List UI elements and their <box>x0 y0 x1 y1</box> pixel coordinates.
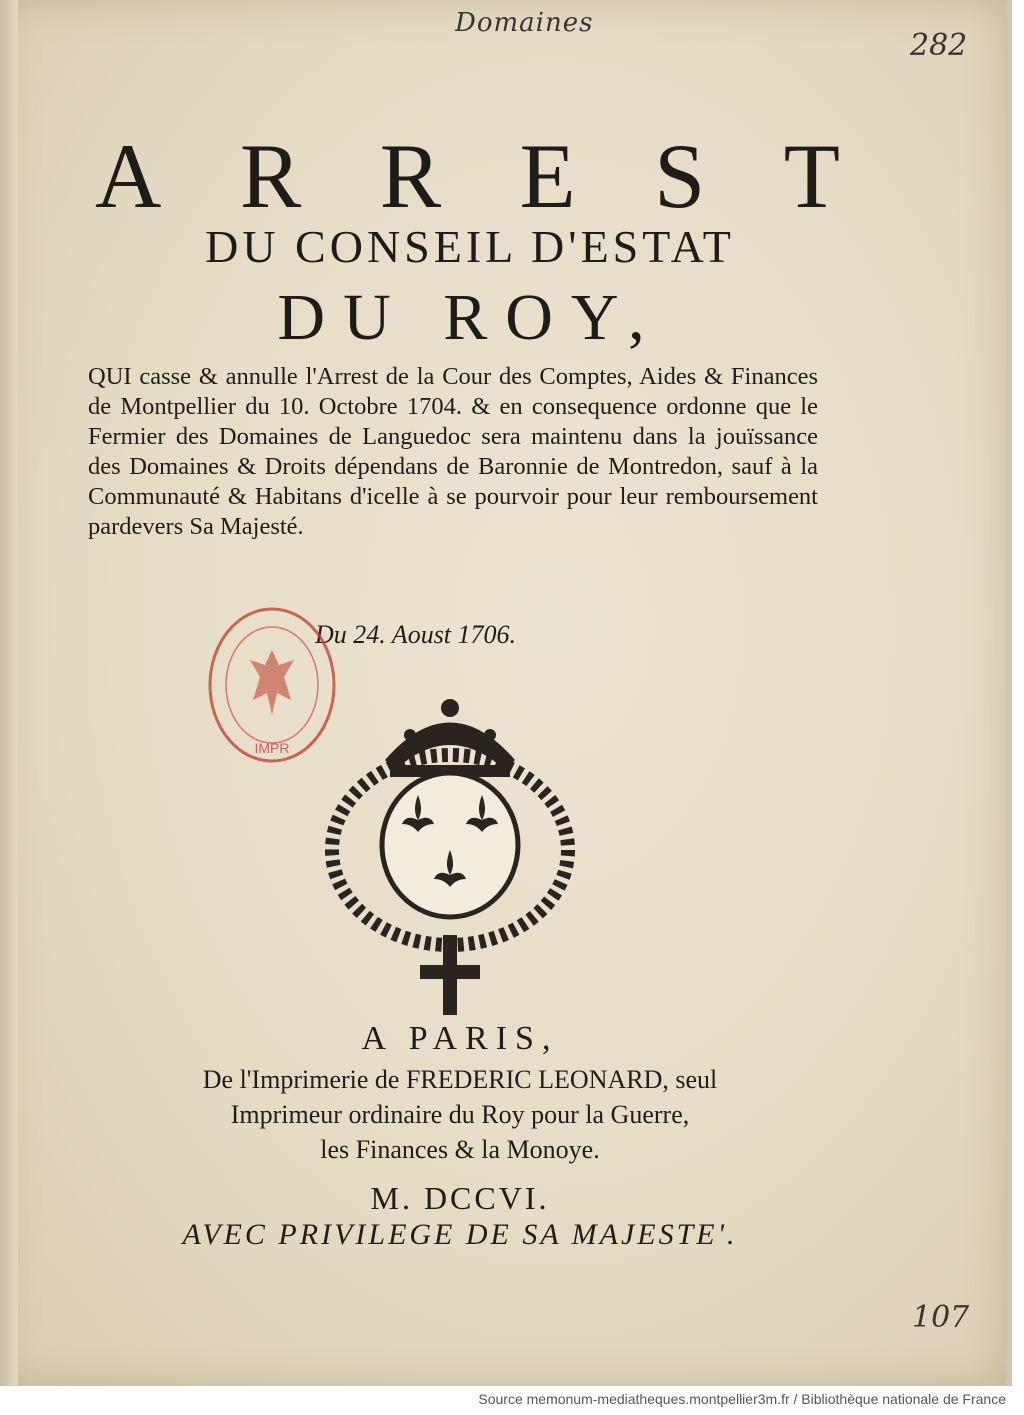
title-subtitle: DU CONSEIL D'ESTAT <box>205 221 735 272</box>
title-letter: S <box>654 125 706 227</box>
handwritten-number: 107 <box>912 1300 970 1335</box>
publication-year: M. DCCVI. <box>370 1180 550 1216</box>
royal-coat-of-arms <box>315 690 585 1025</box>
source-credit: Source memonum-mediatheques.montpellier3m.fr / Bibliothèque nationale de France <box>478 1391 1006 1407</box>
title-roy: DU ROY, <box>277 281 663 354</box>
imprint-line: les Finances & la Monoye. <box>320 1135 600 1164</box>
title-letter: E <box>519 125 576 227</box>
title-letter: T <box>783 125 840 227</box>
title-letter: A <box>95 125 162 227</box>
decree-summary: QUI casse & annulle l'Arrest de la Cour des Comptes, Aides & Finances de Montpellier du 10. Octobre 1704. & en consequence ordonne que le Fermier des Domaines de Languedoc sera maintenu dans la jouïssance des Domaines & Droits dépendans de Baronnie de Montredon, sauf à la Communauté & Habitans d'icelle à se pourvoir pour leur remboursement pardevers Sa Majesté. <box>88 363 818 540</box>
title-arrest <box>95 125 840 227</box>
folio-number: 282 <box>910 28 968 63</box>
imprint-city: A PARIS, <box>361 1020 559 1057</box>
royal-privilege: AVEC PRIVILEGE DE SA MAJESTE'. <box>182 1218 738 1251</box>
title-letter: R <box>379 125 442 227</box>
imprint <box>80 1020 840 1167</box>
decree-date: Du 24. Aoust 1706. <box>315 620 517 649</box>
svg-text:IMPR: IMPR <box>254 740 290 756</box>
imprint-line: Imprimeur ordinaire du Roy pour la Guerre, <box>230 1100 690 1129</box>
title-letter: R <box>239 125 302 227</box>
imprint-line: De l'Imprimerie de FREDERIC LEONARD, seul <box>202 1065 718 1094</box>
handwritten-note: Domaines <box>455 8 594 38</box>
eagle-icon <box>250 650 294 715</box>
page-gutter <box>0 0 18 1386</box>
